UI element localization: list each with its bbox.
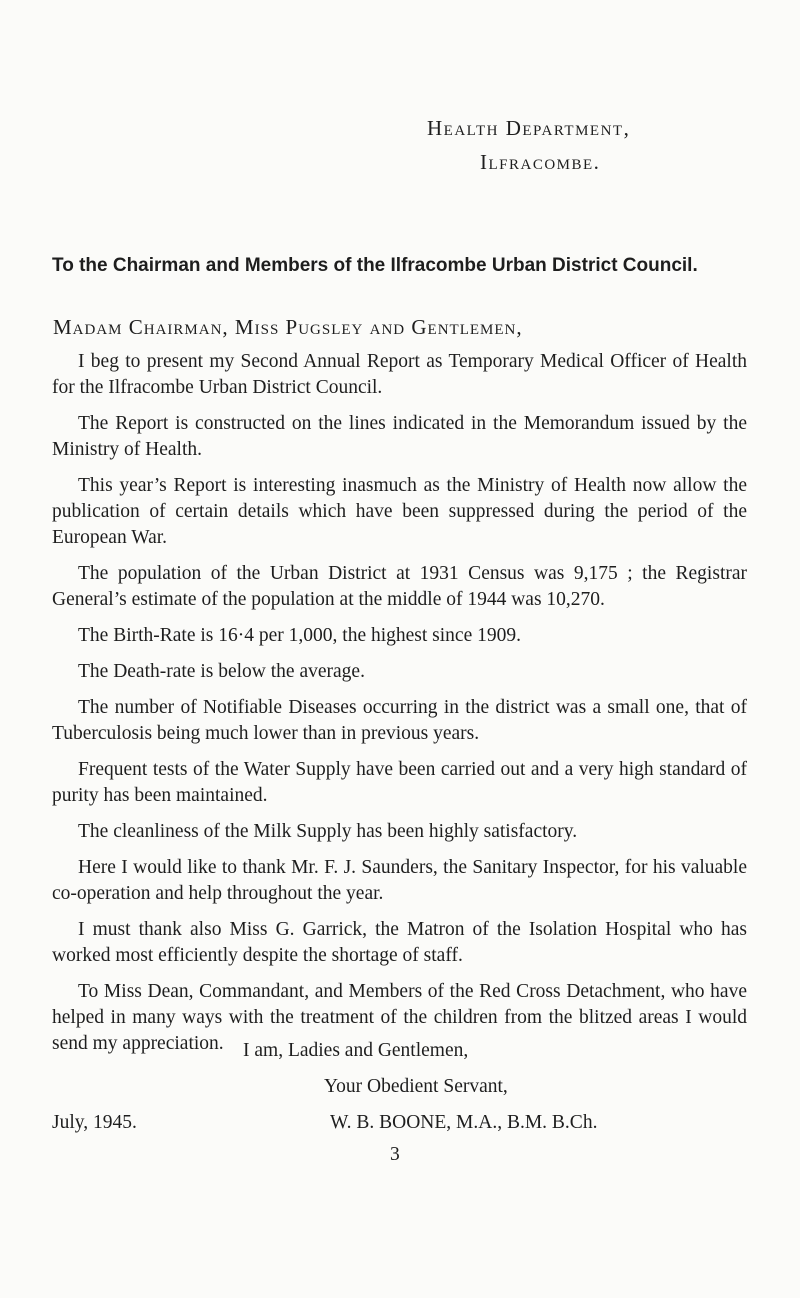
paragraph: The Death-rate is below the average.	[78, 661, 365, 682]
department-heading: Health Department,	[427, 116, 631, 140]
paragraph: To Miss Dean, Commandant, and Members of the Red Cross Detachment, who have helped in many ways with the treatment of the children from the blitzed areas I would send my appreciation.	[52, 981, 747, 1054]
paragraph: This year’s Report is interesting inasmuch as the Ministry of Health now allow the publication of certain details which have been suppressed during the period of the European War.	[52, 475, 747, 548]
paragraph: The number of Notifiable Diseases occurring in the district was a small one, that of Tuberculosis being much lower than in previous years.	[52, 697, 747, 744]
paragraph: Here I would like to thank Mr. F. J. Saunders, the Sanitary Inspector, for his valuable co-operation and help throughout the year.	[52, 857, 747, 904]
paragraph: The cleanliness of the Milk Supply has been highly satisfactory.	[78, 821, 578, 842]
closing-line: I am, Ladies and Gentlemen,	[243, 1040, 469, 1061]
paragraph: Frequent tests of the Water Supply have been carried out and a very high standard of purity has been maintained.	[52, 759, 747, 806]
address-line: To the Chairman and Members of the Ilfracombe Urban District Council.	[52, 255, 698, 276]
signature-name: W. B. BOONE, M.A., B.M. B.Ch.	[330, 1112, 598, 1133]
paragraph: The population of the Urban District at 1931 Census was 9,175 ; the Registrar General’s estimate of the population at the middle of 1944 was 10,270.	[52, 563, 747, 610]
report-date: July, 1945.	[52, 1112, 137, 1133]
paragraph: I must thank also Miss G. Garrick, the Matron of the Isolation Hospital who has worked most efficiently despite the shortage of staff.	[52, 919, 747, 966]
report-body	[52, 349, 747, 1067]
place-heading: Ilfracombe.	[480, 150, 601, 174]
valediction: Your Obedient Servant,	[324, 1076, 508, 1097]
paragraph: The Report is constructed on the lines indicated in the Memorandum issued by the Ministry of Health.	[52, 413, 747, 460]
paragraph: The Birth-Rate is 16·4 per 1,000, the highest since 1909.	[78, 625, 521, 646]
page-number: 3	[390, 1144, 400, 1165]
paragraph: I beg to present my Second Annual Report as Temporary Medical Officer of Health for the Ilfracombe Urban District Council.	[52, 351, 747, 398]
salutation: Madam Chairman, Miss Pugsley and Gentlemen,	[53, 315, 523, 339]
